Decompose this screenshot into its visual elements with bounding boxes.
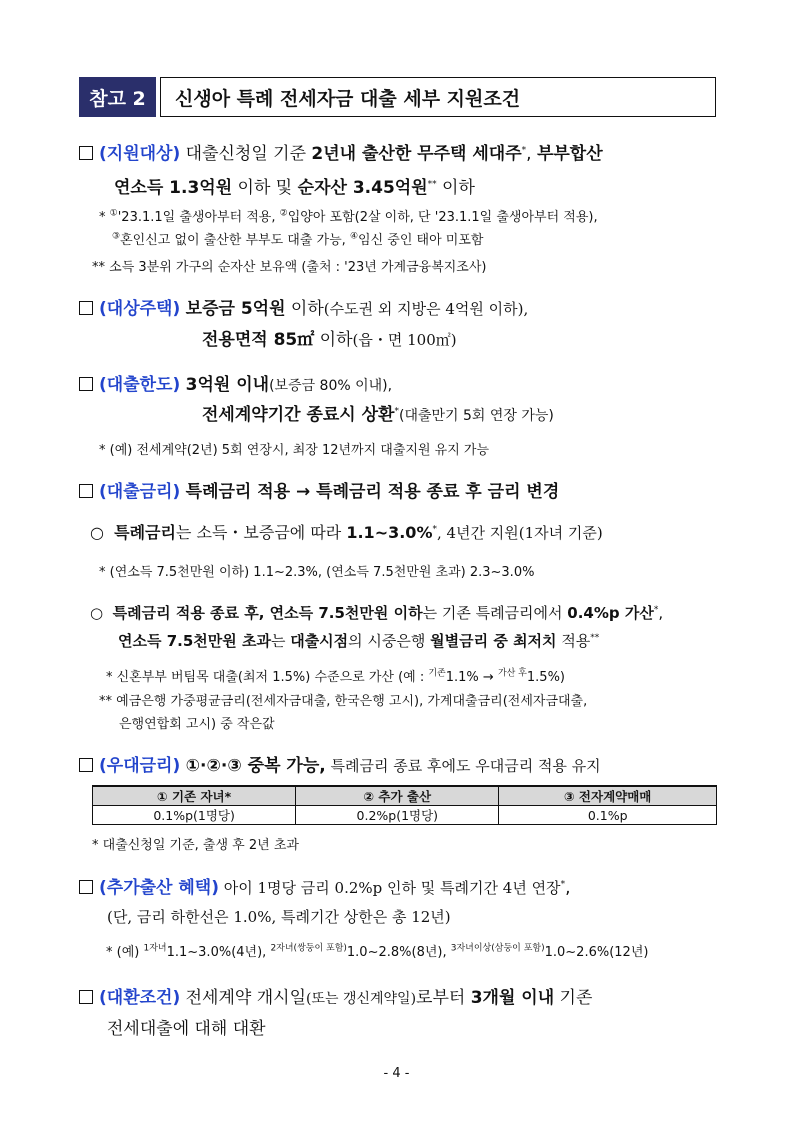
section-label: (대출금리) xyxy=(99,482,181,502)
text-bold: 3억원 이내 xyxy=(185,375,270,395)
checkbox-square-icon xyxy=(79,990,93,1004)
footnote-eligibility-1b xyxy=(112,229,483,248)
text: 혼인신고 없이 출산한 부부도 대출 가능, xyxy=(120,233,350,248)
footnote-mark: * xyxy=(653,605,659,615)
text-small: (대출만기 5회 연장 가능) xyxy=(398,408,554,424)
text: , 4년간 지원(1자녀 기준) xyxy=(436,524,603,542)
circled-number: ① xyxy=(109,208,118,219)
text-small: (읍・면 100㎡) xyxy=(352,331,457,349)
text-bold: 순자산 3.45억원 xyxy=(297,178,428,198)
section-limit-line2 xyxy=(202,398,554,433)
text: 1.0~2.8%(8년), xyxy=(346,945,451,960)
text: 1.1~3.0%(4년), xyxy=(166,945,271,960)
bullet-special-rate xyxy=(90,516,603,550)
footnote-mark: * xyxy=(432,524,437,535)
text: 아이 1명당 금리 0.2%p 인하 및 특례기간 4년 연장 xyxy=(219,879,561,897)
text: 1.5%) xyxy=(526,670,565,685)
text-bold: 부부합산 xyxy=(536,144,603,164)
footnote-mark: * xyxy=(560,879,566,890)
text-bold: 연소득 1.3억원 xyxy=(114,178,233,198)
text-bold: 3개월 이내 xyxy=(470,988,555,1008)
text: , xyxy=(526,144,537,164)
text: 1.1% → xyxy=(445,670,498,685)
text: 이하 xyxy=(285,299,324,319)
text-small: (또는 갱신계약일) xyxy=(306,991,417,1007)
footnote-mark: * xyxy=(99,210,106,225)
text: 전세계약 개시일 xyxy=(180,988,306,1008)
text: 특례금리 종료 후에도 우대금리 적용 유지 xyxy=(325,757,601,775)
superscript: 3자녀이상(삼둥이 포함) xyxy=(450,943,545,954)
superscript: 기존 xyxy=(428,668,446,679)
text: 입양아 포함(2살 이하, 단 '23.1.1일 출생아부터 적용), xyxy=(287,210,598,225)
section-eligibility-line2 xyxy=(114,171,475,205)
section-additional-birth-line2: (단, 금리 하한선은 1.0%, 특례기간 상한은 총 12년) xyxy=(107,908,451,926)
preferential-rate-table xyxy=(92,785,717,825)
footnote-preferential: * 대출신청일 기준, 출생 후 2년 초과 xyxy=(92,838,299,853)
text-bold: 특례금리 적용 → 특례금리 적용 종료 후 금리 변경 xyxy=(185,482,560,502)
section-preferential xyxy=(79,749,601,783)
page-number: - 4 - xyxy=(383,1066,410,1081)
circled-number: ④ xyxy=(349,231,359,242)
text-bold: 1.1~3.0% xyxy=(346,523,433,542)
reference-badge: 참고 2 xyxy=(79,77,156,117)
text: 1.0~2.6%(12년) xyxy=(544,945,649,960)
text: , xyxy=(658,604,664,622)
section-label: (우대금리) xyxy=(99,756,181,776)
footnote-mark: ** xyxy=(590,633,600,643)
checkbox-square-icon xyxy=(79,880,93,894)
text-bold: ①·②·③ 중복 가능, xyxy=(185,756,326,776)
text-bold: 대출시점 xyxy=(290,632,349,650)
table-cell: 0.1%p xyxy=(499,806,717,825)
footnote-mark: * xyxy=(521,145,527,156)
text-small: (보증금 80% 이내), xyxy=(269,378,393,394)
text-bold: 전세계약기간 종료시 상환 xyxy=(202,405,395,425)
footnote-additional-birth xyxy=(106,941,648,960)
text: * (예) xyxy=(106,945,144,960)
page-title-text: 신생아 특례 전세자금 대출 세부 지원조건 xyxy=(175,87,521,110)
text: 대출신청일 기준 xyxy=(185,144,312,164)
section-refinance-line2: 전세대출에 대해 대환 xyxy=(107,1019,266,1039)
text: 의 시중은행 xyxy=(348,632,431,650)
text: 이하 xyxy=(314,330,353,350)
superscript: 2자녀(쌍둥이 포함) xyxy=(270,943,347,954)
table-row xyxy=(93,806,717,825)
text-bold: 연소득 7.5천만원 초과 xyxy=(118,632,271,650)
checkbox-square-icon xyxy=(79,301,93,315)
text: , xyxy=(565,878,571,898)
section-label: (대출한도) xyxy=(99,375,181,395)
checkbox-square-icon xyxy=(79,146,93,160)
table-header: ③ 전자계약매매 xyxy=(499,786,717,806)
text-bold: 보증금 5억원 xyxy=(185,299,286,319)
text: 이하 xyxy=(436,178,475,198)
section-housing-line2 xyxy=(202,323,457,357)
text: 이하 및 xyxy=(232,178,298,198)
table-header: ② 추가 출산 xyxy=(296,786,499,806)
section-label: (추가출산 혜택) xyxy=(99,878,219,898)
page-title xyxy=(160,77,716,117)
section-label: (대환조건) xyxy=(99,988,181,1008)
checkbox-square-icon xyxy=(79,484,93,498)
footnote-after-special-2b: 은행연합회 고시) 중 작은값 xyxy=(119,717,275,732)
text-bold: 특례금리 적용 종료 후, 연소득 7.5천만원 이하 xyxy=(112,604,423,622)
section-housing xyxy=(79,292,528,326)
text: '23.1.1일 출생아부터 적용, xyxy=(117,210,280,225)
footnote-eligibility-1 xyxy=(99,206,598,225)
text: 로부터 xyxy=(416,988,471,1008)
section-interest xyxy=(79,475,559,509)
bullet-circle-icon: ○ xyxy=(90,523,104,542)
footnote-special-rate: * (연소득 7.5천만원 이하) 1.1~2.3%, (연소득 7.5천만원 초과) 2.3~3.0% xyxy=(99,565,535,580)
text-bold: 0.4%p 가산 xyxy=(567,604,654,622)
text: 적용 xyxy=(556,632,591,650)
footnote-after-special-1 xyxy=(106,666,565,685)
circled-number: ③ xyxy=(112,231,121,242)
text: 임신 중인 태아 미포함 xyxy=(358,233,484,248)
footnote-eligibility-2: ** 소득 3분위 가구의 순자산 보유액 (출처 : '23년 가계금융복지조사) xyxy=(92,260,487,275)
text: 는 소득・보증금에 따라 xyxy=(175,523,347,542)
footnote-mark: * xyxy=(394,406,399,417)
footnote-limit: * (예) 전세계약(2년) 5회 연장시, 최장 12년까지 대출지원 유지 가능 xyxy=(99,443,490,458)
text: 는 xyxy=(270,632,291,650)
footnote-mark: ** xyxy=(427,179,437,190)
text: 는 기존 특례금리에서 xyxy=(422,604,568,622)
footnote-after-special-2: ** 예금은행 가중평균금리(전세자금대출, 한국은행 고시), 가계대출금리(전세자금대출, xyxy=(99,694,588,709)
text: 기존 xyxy=(554,988,593,1008)
checkbox-square-icon xyxy=(79,758,93,772)
bullet-circle-icon: ○ xyxy=(90,604,104,622)
section-label: (지원대상) xyxy=(99,144,181,164)
text-bold: 전용면적 85㎡ xyxy=(202,330,315,350)
superscript: 가산 후 xyxy=(497,668,527,679)
circled-number: ② xyxy=(279,208,288,219)
table-header-row xyxy=(93,786,717,806)
table-cell: 0.1%p(1명당) xyxy=(93,806,296,825)
table-header: ① 기존 자녀* xyxy=(93,786,296,806)
text-small: (수도권 외 지방은 4억원 이하), xyxy=(323,300,529,318)
text-bold: 월별금리 중 최저치 xyxy=(430,632,557,650)
text-bold: 2년내 출산한 무주택 세대주 xyxy=(311,144,522,164)
section-label: (대상주택) xyxy=(99,299,181,319)
superscript: 1자녀 xyxy=(143,943,167,954)
checkbox-square-icon xyxy=(79,377,93,391)
text-bold: 특례금리 xyxy=(114,523,176,542)
table-cell: 0.2%p(1명당) xyxy=(296,806,499,825)
bullet-after-special-line2 xyxy=(118,624,599,658)
text: * 신혼부부 버팀목 대출(최저 1.5%) 수준으로 가산 (예 : xyxy=(106,670,429,685)
section-refinance xyxy=(79,981,592,1016)
section-eligibility xyxy=(79,137,603,171)
